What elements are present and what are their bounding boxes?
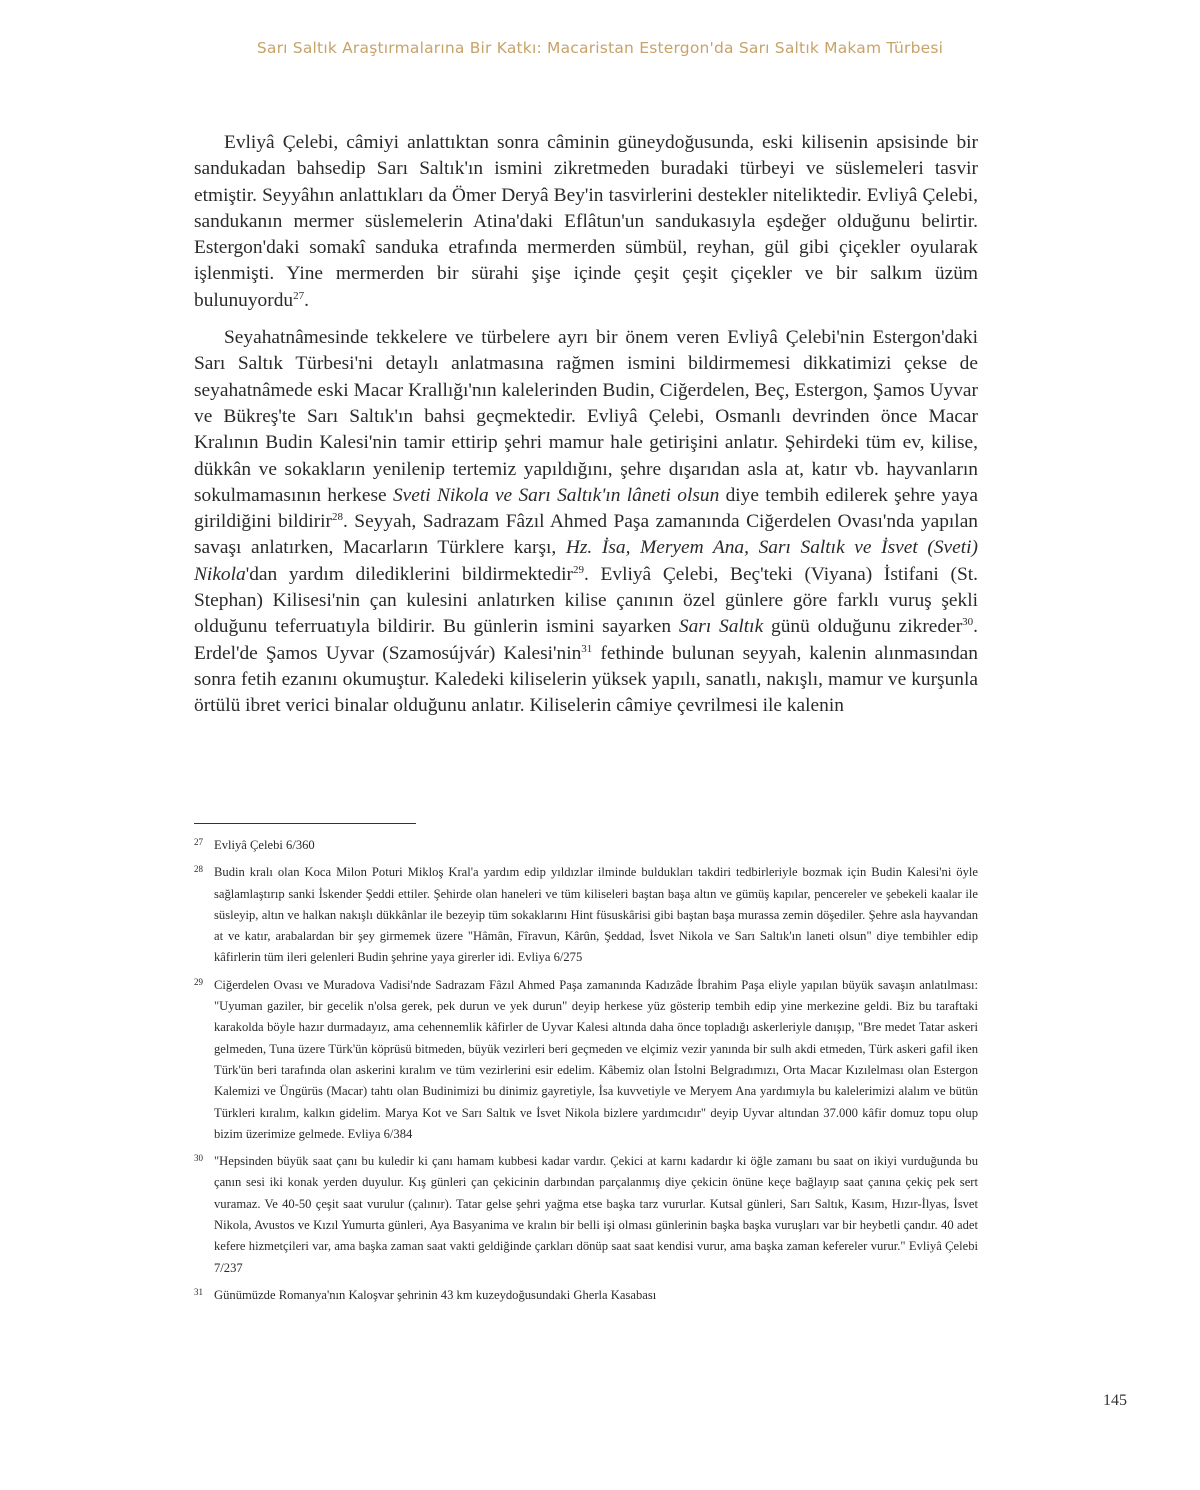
paragraph-2 bbox=[194, 325, 978, 719]
footnote-ref-31[interactable]: 31 bbox=[581, 642, 593, 655]
paragraph-text: Seyahatnâmesinde tekkelere ve türbelere ayrı bir önem veren Evliyâ Çelebi'nin Estergon'daki Sarı Saltık Türbesi'ni detaylı anlatmasına rağmen ismini bildirmemesi dikkatimizi çekse de seyahatnâmede eski Macar Krallığı'nın kalelerinden Budin, Ciğerdelen, Beç, Estergon, Şamos Uyvar ve Bükreş'te Sarı Saltık'ın bahsi geçmektedir. Evliyâ Çelebi, Osmanlı devrinden önce Macar Kralının Budin Kalesi'nin tamir ettirip şehri mamur hale getirişini anlatır. Şehirdeki tüm ev, kilise, dükkân ve sokakların yenilenip tertemiz yapıldığını, şehre dışarıdan asla at, katır vb. hayvanların sokulmamasının herkese bbox=[194, 327, 978, 506]
footnote-number: 30 bbox=[194, 1153, 203, 1164]
footnote-text: Budin kralı olan Koca Milon Poturi Mikloş Kral'a yardım edip yıldızlar ilminde buldukları takdiri tedbirleriyle bozmak için Budin Kalesi'ni öyle sağlamlaştırıp sanki İskender Şeddi ettiler. Şehirde olan haneleri ve tüm kiliseleri baştan başa altın ve gümüş kapılar, pencereler ve şebekeli kaalar ile süsleyip, altın ve halkan nakışlı dükkânlar ile bezeyip tüm sokaklarını Hint füsuskârisi gibi baştan başa murassa zemin döşediler. Şehre asla hayvandan at ve katır, arabalardan bir şey girmemek üzere "Hâmân, Fîravun, Kârûn, Şeddad, İsvet Nikola ve Sarı Saltık'ın laneti olsun" diye tembihler edip kâfirlerin tüm ileri gelenleri Budin şehrine yaya girerler idi. Evliya 6/275 bbox=[214, 865, 978, 965]
paragraph-text: . bbox=[304, 289, 309, 311]
footnote-text: Ciğerdelen Ovası ve Muradova Vadisi'nde Sadrazam Fâzıl Ahmed Paşa zamanında Kadızâde İbrahim Paşa eliyle yapılan büyük savaşın anlatılması: "Uyuman gaziler, bir gecelik n'olsa gerek, pek durun ve yek durun" deyip herkese yüz gösterip tembih edip yine merkezine geldi. Biz bu taraftaki karakolda böyle hazır durmadayız, ama cehennemlik kâfirler de Uyvar Kalesi altında daha önce topladığı askerleriyle danışıp, "Bre medet Tatar askeri gelmeden, Tuna üzere Türk'ün köprüsü bitmeden, büyük vezirleri beri geçmeden ve elçimiz vezir yanında bir sulh akdi etmeden, Türk askeri gafil iken Türk'ün beri tarafında olan askerini kıralım ve tüm vezirlerini esir edelim. Kâbemiz olan İstolni Belgradımızı, Orta Macar Kızılelması olan Estergon Kalemizi ve Üngürüs (Macar) tahtı olan Budinimizi bu dinimiz gayretiyle, İsa kuvvetiyle ve Meryem Ana yardımıyla bu kalelerimizi alalım ve bütün Türkleri kıralım, kalkın gidelim. Marya Kot ve Sarı Saltık ve İsvet Nikola bizlere yardımcıdır" deyip Uyvar altından 37.000 kâfir domuz topu olup bizim üzerimize gelmede. Evliya 6/384 bbox=[214, 977, 978, 1141]
paragraph-text: fethinde bulunan seyyah, kalenin alınmasından sonra fetih ezanını okumuştur. Kaledeki kiliselerin yüksek yapılı, sanatlı, nakışlı, mamur ve kurşunla örtülü ibret verici binalar olduğunu anlatır. Kiliselerin câmiye çevrilmesi ile kalenin bbox=[194, 642, 978, 717]
footnote-ref-30[interactable]: 30 bbox=[962, 616, 974, 629]
footnote-28 bbox=[194, 862, 978, 968]
footnote-31 bbox=[194, 1285, 978, 1306]
footnote-number: 28 bbox=[194, 864, 203, 875]
paragraph-text: diye tembih edilerek şehre yaya girildiğini bildirir bbox=[194, 484, 978, 533]
paragraph-text: . Erdel'de Şamos Uyvar (Szamosújvár) Kalesi'nin bbox=[194, 616, 979, 664]
footnote-ref-28[interactable]: 28 bbox=[331, 511, 343, 524]
page-number: 145 bbox=[1103, 1392, 1127, 1409]
italic-phrase: Hz. İsa, Meryem Ana, Sarı Saltık ve İsvet (Sveti) Nikola bbox=[194, 537, 978, 585]
footnote-30 bbox=[194, 1151, 978, 1279]
paragraph-text: günü olduğunu zikreder bbox=[771, 616, 963, 638]
italic-phrase: Sveti Nikola ve Sarı Saltık'ın lâneti olsun bbox=[392, 484, 720, 506]
footnote-number: 31 bbox=[194, 1286, 203, 1297]
main-text bbox=[194, 130, 978, 731]
footnote-separator bbox=[194, 823, 416, 824]
footnote-ref-29[interactable]: 29 bbox=[572, 563, 584, 576]
footnote-text: Günümüzde Romanya'nın Kaloşvar şehrinin 43 km kuzeydoğusundaki Gherla Kasabası bbox=[214, 1287, 657, 1302]
footnote-27 bbox=[194, 835, 978, 856]
paragraph-text: . Seyyah, Sadrazam Fâzıl Ahmed Paşa zamanında Ciğerdelen Ovası'nda yapılan savaşı anlatırken, Macarların Türklere karşı, bbox=[194, 511, 978, 559]
footnote-number: 27 bbox=[194, 837, 203, 847]
footnotes bbox=[194, 835, 978, 1312]
footnote-text: Evliyâ Çelebi 6/360 bbox=[214, 838, 315, 852]
footnote-text: "Hepsinden büyük saat çanı bu kuledir ki çanı hamam kubbesi kadar vardır. Çekici at karnı kadardır ki öğle zamanı bu saat on ikiyi vurduğunda bu çanın sesi iki konak yerden duyulur. Kış günleri çan çekicinin darbından parçalanmış diye çekicin önüne keçe bağlayıp saat çanına çekiç pek sert vuramaz. Ve 40-50 çeşit saat vurulur (çalınır). Tatar gelse şehri yağma etse başka tarz vururlar. Kutsal günleri, Sarı Saltık, Kasım, Hızır-İlyas, İsvet Nikola, Avustos ve Kızıl Yumurta günleri, Aya Basyanima ve kralın bir belli işi olması günlerinin başka başka vuruşları var bir heybetli çandır. 40 adet kefere hizmetçileri var, ama başka zaman saat vakti geldiğinde çarkları dönüp saat saat kendisi vurur, ama başka zaman kefereler vurur." Evliyâ Çelebi 7/237 bbox=[214, 1154, 978, 1275]
italic-phrase: Sarı Saltık bbox=[678, 616, 764, 638]
paragraph-text: Evliyâ Çelebi, câmiyi anlattıktan sonra câminin güneydoğusunda, eski kilisenin apsisinde bir sandukadan bahsedip Sarı Saltık'ın ismini zikretmeden buradaki türbeyi ve süslemeleri tasvir etmiştir. Seyyâhın anlattıkları da Ömer Deryâ Bey'in tasvirlerini destekler niteliktedir. Evliyâ Çelebi, sandukanın mermer süslemelerin Atina'daki Eflâtun'un sandukasıyla eşdeğer olduğunu belirtir. Estergon'daki somakî sanduka etrafında mermerden sümbül, reyhan, gül gibi çiçekler oyularak işlenmişti. Yine mermerden bir sürahi şişe içinde çeşit çeşit çiçekler ve bir salkım üzüm bulunuyordu bbox=[194, 132, 978, 311]
footnote-ref-27[interactable]: 27 bbox=[293, 289, 305, 302]
paragraph-1 bbox=[194, 130, 978, 314]
running-title: Sarı Saltık Araştırmalarına Bir Katkı: Macaristan Estergon'da Sarı Saltık Makam Türbesi bbox=[256, 39, 944, 57]
paragraph-text: 'dan yardım dilediklerini bildirmektedir bbox=[245, 563, 573, 585]
paragraph-text: . Evliyâ Çelebi, Beç'teki (Viyana) İstifani (St. Stephan) Kilisesi'nin çan kulesini anlatırken kilise çanının özel günlere göre farklı vuruş şekli olduğunu teferruatıyla bildirir. Bu günlerin ismini sayarken bbox=[194, 563, 978, 638]
footnote-number: 29 bbox=[194, 976, 203, 987]
footnote-29 bbox=[194, 975, 978, 1145]
